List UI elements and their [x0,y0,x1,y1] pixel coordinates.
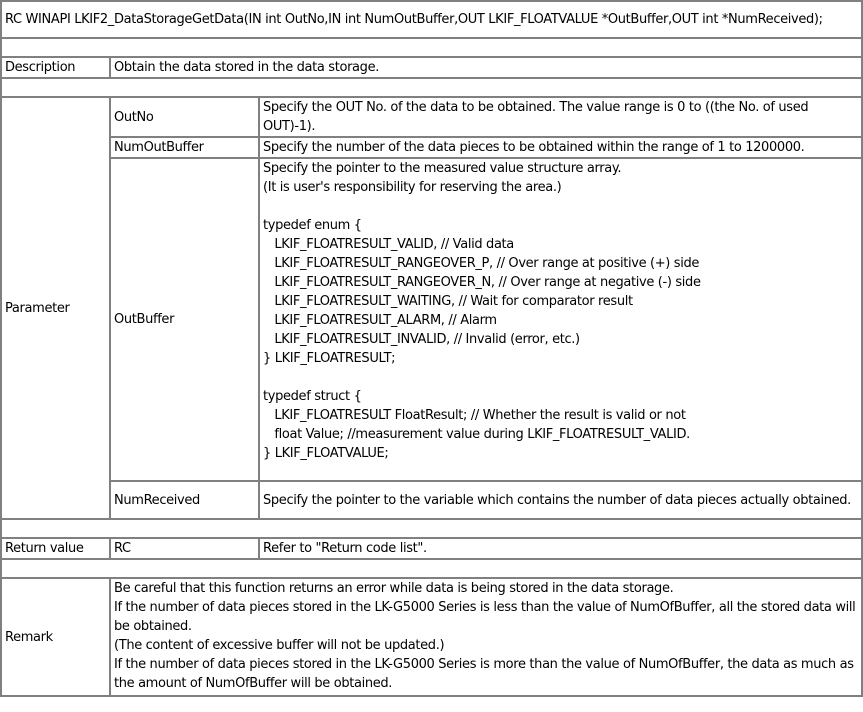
outbuffer-code-line: LKIF_FLOATRESULT_RANGEOVER_N, // Over range at negative (-) side [263,275,701,290]
spacer-cell [1,38,862,57]
parameter-row-outno [1,97,862,137]
parameter-row-numreceived [1,481,862,519]
return-value-row [1,538,862,559]
description-text: Obtain the data stored in the data storage. [110,57,862,78]
outbuffer-code-line: LKIF_FLOATRESULT_WAITING, // Wait for comparator result [263,294,633,309]
outbuffer-code-line: float Value; //measurement value during LKIF_FLOATRESULT_VALID. [263,427,690,442]
remark-paragraph: If the number of data pieces stored in the LK-G5000 Series is less than the value of NumOfBuffer, all the stored data will be obtained. [114,600,856,634]
remark-paragraph: Be careful that this function returns an error while data is being stored in the data storage. [114,581,674,596]
parameter-name-outbuffer: OutBuffer [110,158,259,481]
outbuffer-code-line: } LKIF_FLOATRESULT; [263,351,396,366]
parameter-name-numoutbuffer: NumOutBuffer [110,137,259,158]
remark-text [110,578,862,696]
outbuffer-line: Specify the pointer to the measured value structure array. [263,161,622,176]
parameter-name-numreceived: NumReceived [110,481,259,519]
outbuffer-code-line: LKIF_FLOATRESULT_RANGEOVER_P, // Over range at positive (+) side [263,256,700,271]
return-value-text: Refer to "Return code list". [259,538,862,559]
spacer-cell [1,519,862,538]
spacer-row [1,78,862,97]
outbuffer-line: (It is user's responsibility for reserving the area.) [263,180,562,195]
parameter-label: Parameter [1,97,110,519]
spacer-row [1,559,862,578]
description-row [1,57,862,78]
spacer-cell [1,78,862,97]
outbuffer-blank-line [263,197,859,216]
remark-paragraph: (The content of excessive buffer will not be updated.) [114,638,445,653]
parameter-row-outbuffer [1,158,862,481]
parameter-desc-numreceived: Specify the pointer to the variable which contains the number of data pieces actually obtained. [259,481,862,519]
outbuffer-code-line: LKIF_FLOATRESULT_ALARM, // Alarm [263,313,497,328]
parameter-row-numoutbuffer [1,137,862,158]
parameter-desc-numoutbuffer: Specify the number of the data pieces to be obtained within the range of 1 to 1200000. [259,137,862,158]
outbuffer-code-line: typedef struct { [263,389,362,404]
function-signature: RC WINAPI LKIF2_DataStorageGetData(IN int OutNo,IN int NumOutBuffer,OUT LKIF_FLOATVALUE *OutBuffer,OUT int *NumReceived); [1,1,862,38]
outbuffer-code-line: LKIF_FLOATRESULT FloatResult; // Whether the result is valid or not [263,408,686,423]
remark-paragraph: If the number of data pieces stored in the LK-G5000 Series is more than the value of NumOfBuffer, the data as much as the amount of NumOfBuffer will be obtained. [114,657,854,691]
return-value-name: RC [110,538,259,559]
outbuffer-code-line: LKIF_FLOATRESULT_INVALID, // Invalid (error, etc.) [263,332,580,347]
description-label: Description [1,57,110,78]
outbuffer-code-line: LKIF_FLOATRESULT_VALID, // Valid data [263,237,514,252]
parameter-name-outno: OutNo [110,97,259,137]
signature-row [1,1,862,38]
outbuffer-code-line: } LKIF_FLOATVALUE; [263,446,389,461]
remark-row [1,578,862,696]
outbuffer-code-line: typedef enum { [263,218,362,233]
spacer-row [1,38,862,57]
remark-label: Remark [1,578,110,696]
spacer-row [1,519,862,538]
spacer-cell [1,559,862,578]
return-value-label: Return value [1,538,110,559]
outbuffer-blank-line [263,368,859,387]
parameter-desc-outno: Specify the OUT No. of the data to be obtained. The value range is 0 to ((the No. of used OUT)-1). [259,97,862,137]
parameter-desc-outbuffer [259,158,862,481]
